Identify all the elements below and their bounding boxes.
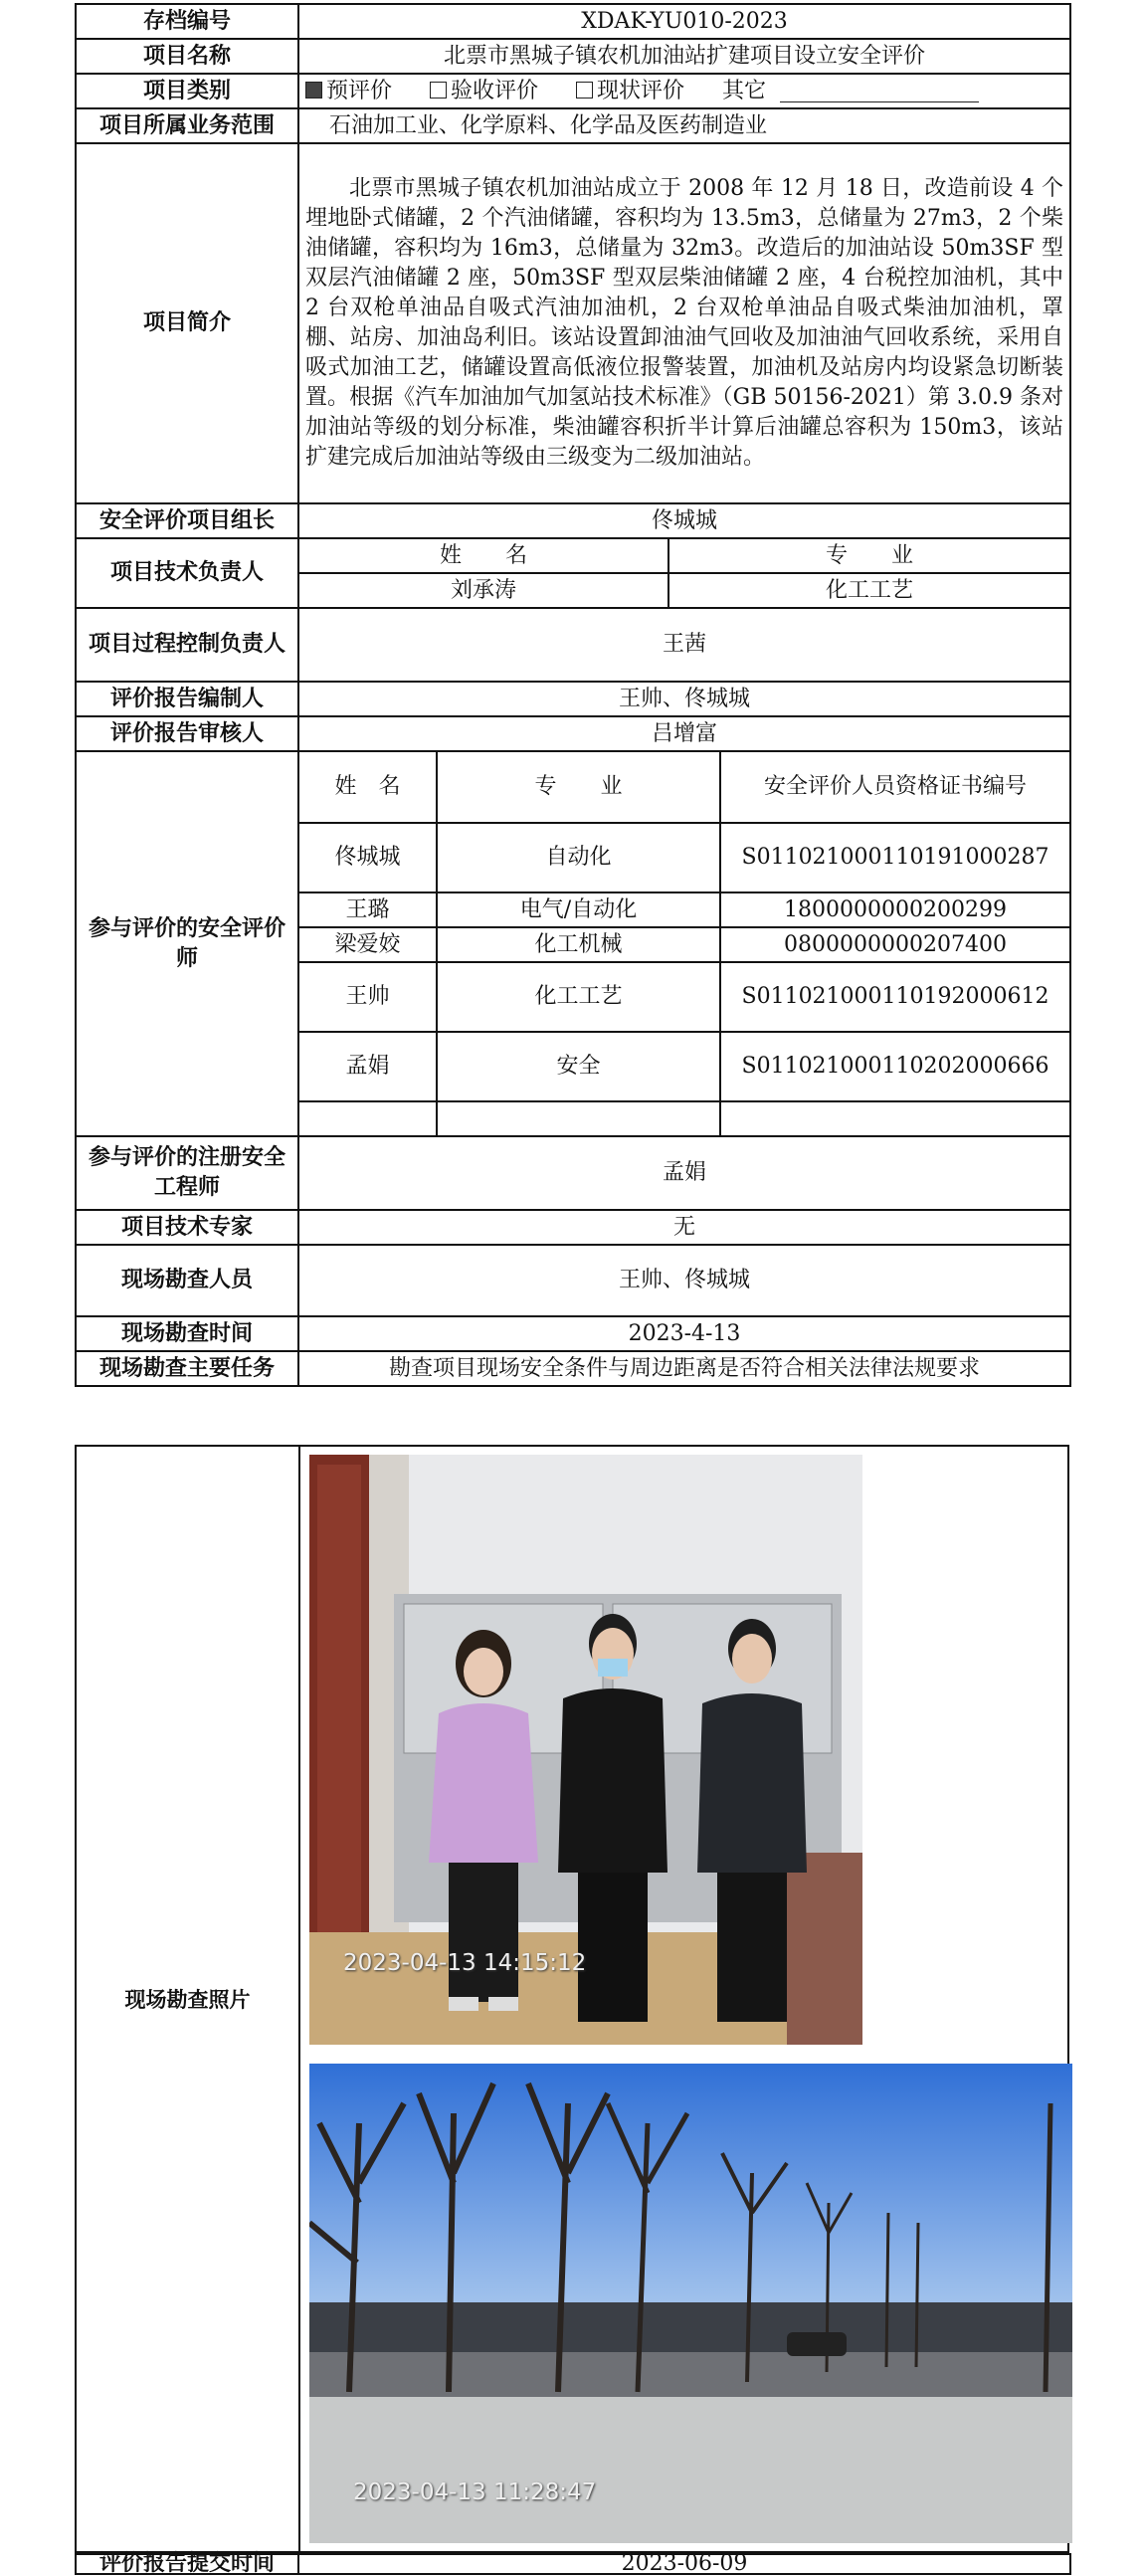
reviewer-value: 吕增富: [298, 716, 1070, 751]
reviewer-label: 评价报告审核人: [76, 716, 298, 751]
checkbox-icon[interactable]: [430, 82, 447, 99]
evaluation-form: [75, 3, 1069, 1387]
survey-task-label: 现场勘查主要任务: [76, 1351, 298, 1386]
leader-value: 佟城城: [298, 503, 1070, 538]
evaluator-name: 王璐: [298, 892, 437, 927]
evaluator-cert: S011021000110192000612: [720, 962, 1070, 1032]
photos-label: 现场勘查照片: [77, 1447, 300, 2551]
survey-time-value: 2023-4-13: [298, 1316, 1070, 1351]
empty-cell: [437, 1101, 720, 1136]
intro-label: 项目简介: [76, 143, 298, 503]
category-option-2[interactable]: [430, 77, 538, 106]
submit-row-wrap: [75, 2553, 1069, 2575]
evaluator-name: 梁爱姣: [298, 927, 437, 962]
expert-label: 项目技术专家: [76, 1210, 298, 1245]
category-option-1[interactable]: [305, 77, 392, 106]
category-option-label: 验收评价: [451, 78, 539, 103]
intro-cell: [298, 143, 1070, 503]
empty-cell: [720, 1101, 1070, 1136]
evaluator-major: 自动化: [437, 823, 720, 892]
category-option-3[interactable]: [576, 77, 684, 106]
row-intro: [76, 143, 1070, 503]
evaluator-major: 化工工艺: [437, 962, 720, 1032]
evaluators-col-name: 姓 名: [298, 751, 437, 823]
evaluator-name: 佟城城: [298, 823, 437, 892]
row-project-name: [76, 39, 1070, 74]
info-table: [75, 3, 1071, 1387]
evaluator-cert: 0800000000207400: [720, 927, 1070, 962]
process-ctrl-label: 项目过程控制负责人: [76, 608, 298, 682]
photo1-timestamp: 2023-04-13 14:15:12: [343, 1950, 587, 1976]
survey-time-label: 现场勘查时间: [76, 1316, 298, 1351]
survey-task-value: 勘查项目现场安全条件与周边距离是否符合相关法律法规要求: [298, 1351, 1070, 1386]
expert-value: 无: [298, 1210, 1070, 1245]
intro-text: 北票市黑城子镇农机加油站成立于 2008 年 12 月 18 日，改造前设 4 个埋地卧式储罐，2 个汽油储罐，容积均为 13.5m3，总储量为 27m3，2 个柴油储罐，容积均为 16m3，总储量为 32m3。改造后的加油站设 50m3SF 型双层汽油储罐 2 座，50m3SF 型双层柴油储罐 2 座，4 台税控加油机，其中 2 台双枪单油品自吸式汽油加油机，2 台双枪单油品自吸式柴油加油机，罩棚、站房、加油岛利旧。该站设置卸油油气回收及加油油气回收系统，采用自吸式加油工艺，储罐设置高低液位报警装置，加油机及站房内均设紧急切断装置。根据《汽车加油加气加氢站技术标准》（GB 50156-2021）第 3.0.9 条对加油站等级的划分标准，柴油罐容积折半计算后油罐总容积为 150m3，该站扩建完成后加油站等级由三级变为二级加油站。: [305, 176, 1064, 470]
archive-label: 存档编号: [76, 4, 298, 39]
row-submit: [76, 2554, 1070, 2574]
category-label: 项目类别: [76, 74, 298, 108]
tech-lead-label: 项目技术负责人: [76, 538, 298, 608]
checkbox-icon[interactable]: [576, 82, 593, 99]
category-other: 其它: [722, 78, 767, 103]
evaluators-col-major: 专 业: [437, 751, 720, 823]
reg-engineer-value: 孟娟: [298, 1136, 1070, 1210]
row-reg-engineer: [76, 1136, 1070, 1210]
row-leader: [76, 503, 1070, 538]
tech-lead-col-major: 专 业: [668, 538, 1070, 573]
category-option-label: 现状评价: [597, 78, 685, 103]
row-survey-time: [76, 1316, 1070, 1351]
scope-value: 石油加工业、化学原料、化学品及医药制造业: [298, 108, 1070, 143]
scope-label: 项目所属业务范围: [76, 108, 298, 143]
evaluator-cert: 1800000000200299: [720, 892, 1070, 927]
photo-block: [75, 1445, 1069, 2553]
submit-value: 2023-06-09: [298, 2554, 1070, 2574]
evaluators-col-cert: 安全评价人员资格证书编号: [720, 751, 1070, 823]
row-process-ctrl: [76, 608, 1070, 682]
surveyors-label: 现场勘查人员: [76, 1245, 298, 1316]
row-surveyors: [76, 1245, 1070, 1316]
submit-label: 评价报告提交时间: [76, 2554, 298, 2574]
row-compiler: [76, 682, 1070, 716]
compiler-label: 评价报告编制人: [76, 682, 298, 716]
row-category: [76, 74, 1070, 108]
row-reviewer: [76, 716, 1070, 751]
evaluator-major: 安全: [437, 1032, 720, 1101]
evaluator-major: 化工机械: [437, 927, 720, 962]
evaluator-major: 电气/自动化: [437, 892, 720, 927]
evaluator-cert: S011021000110202000666: [720, 1032, 1070, 1101]
surveyors-value: 王帅、佟城城: [298, 1245, 1070, 1316]
process-ctrl-value: 王茜: [298, 608, 1070, 682]
project-name-value: 北票市黑城子镇农机加油站扩建项目设立安全评价: [298, 39, 1070, 74]
outdoor-photo-drawing: [309, 2064, 1072, 2543]
category-other-blank[interactable]: [780, 80, 979, 102]
evaluators-label: 参与评价的安全评价师: [76, 751, 298, 1136]
survey-photo-outdoor: [309, 2064, 1072, 2543]
compiler-value: 王帅、佟城城: [298, 682, 1070, 716]
row-scope: [76, 108, 1070, 143]
category-options: [298, 74, 1070, 108]
row-expert: [76, 1210, 1070, 1245]
photo2-timestamp: 2023-04-13 11:28:47: [353, 2479, 597, 2505]
archive-value: XDAK-YU010-2023: [298, 4, 1070, 39]
tech-lead-name: 刘承涛: [298, 573, 668, 608]
leader-label: 安全评价项目组长: [76, 503, 298, 538]
tech-lead-major: 化工工艺: [668, 573, 1070, 608]
survey-photo-indoor: [309, 1455, 862, 2045]
row-survey-task: [76, 1351, 1070, 1386]
checkbox-icon[interactable]: [305, 82, 322, 99]
row-archive: [76, 4, 1070, 39]
evaluator-name: 孟娟: [298, 1032, 437, 1101]
evaluator-name: 王帅: [298, 962, 437, 1032]
row-evaluators-header: [76, 751, 1070, 823]
tech-lead-col-name: 姓 名: [298, 538, 668, 573]
empty-cell: [298, 1101, 437, 1136]
row-tech-lead-header: [76, 538, 1070, 573]
project-name-label: 项目名称: [76, 39, 298, 74]
category-option-label: 预评价: [326, 78, 393, 103]
evaluator-cert: S011021000110191000287: [720, 823, 1070, 892]
submit-table: [75, 2553, 1071, 2575]
reg-engineer-label: 参与评价的注册安全工程师: [76, 1136, 298, 1210]
